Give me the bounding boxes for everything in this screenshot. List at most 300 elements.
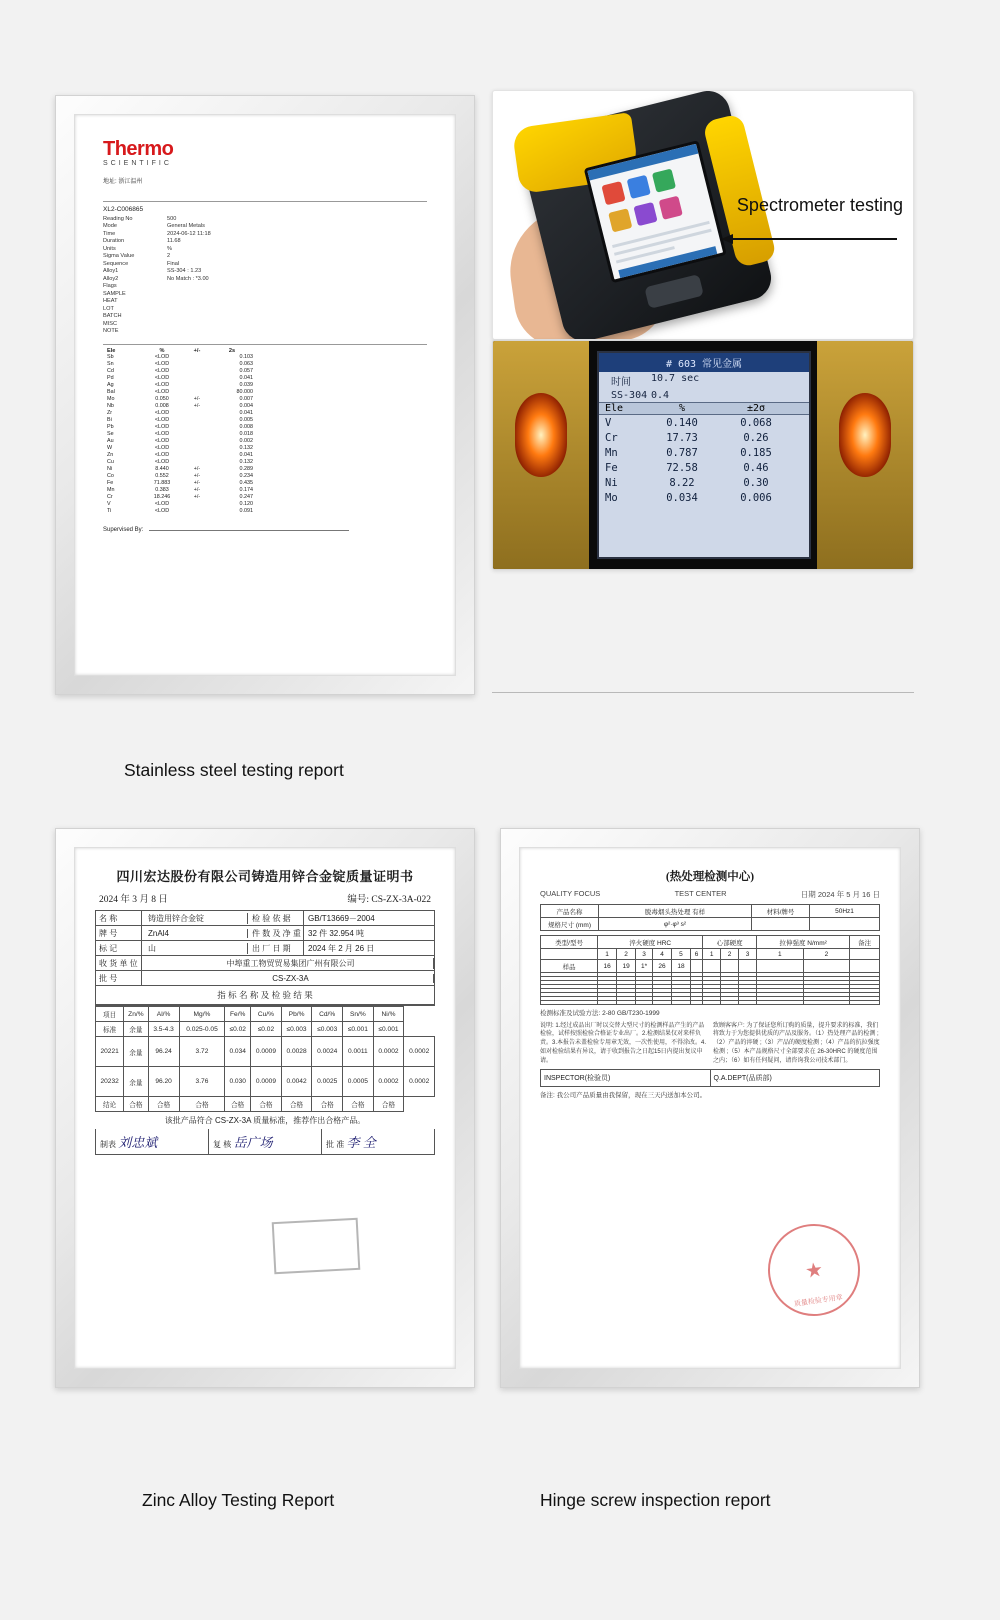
- field-row: [103, 298, 427, 305]
- zinc-signature-row: [95, 1129, 435, 1155]
- info-label-2: 检 验 依 据: [248, 911, 304, 925]
- table-cell: [703, 1001, 721, 1005]
- ele: Bi: [107, 416, 112, 423]
- info-value: φ²·φ³ s²: [599, 918, 752, 931]
- two-sigma: 0.007: [239, 395, 253, 402]
- tolerance: [183, 368, 211, 375]
- field-key: Duration: [103, 238, 125, 245]
- percent: 0.008: [155, 402, 169, 409]
- element-row: [103, 438, 427, 445]
- column-header: 1: [703, 949, 721, 960]
- divider: [103, 201, 427, 202]
- zinc-subheader: [95, 891, 435, 905]
- info-value-2: 32 件 32.954 吨: [308, 928, 365, 938]
- thermo-logo: Thermo: [103, 138, 174, 160]
- percent: <LOD: [154, 508, 170, 515]
- percent: <LOD: [154, 501, 170, 508]
- column-header: 4: [653, 949, 672, 960]
- supervised-by-label: Supervised By:: [103, 527, 144, 534]
- column-header: [541, 949, 598, 960]
- table-cell: [850, 1001, 880, 1005]
- field-row: [103, 283, 427, 290]
- field-key: Alloy1: [103, 268, 119, 275]
- table-cell: [721, 1001, 739, 1005]
- element-row: [103, 508, 427, 515]
- alloy-value: 0.4: [651, 390, 670, 401]
- element-row: [103, 494, 427, 501]
- info-label: 收 货 单 位: [96, 956, 142, 970]
- element-row: [103, 410, 427, 417]
- field-row: [103, 261, 427, 268]
- ele: Mn: [107, 487, 115, 494]
- caption-hinge: Hinge screw inspection report: [540, 1490, 771, 1510]
- column-header: Ni/%: [373, 1007, 404, 1022]
- field-row: [103, 246, 427, 253]
- percent: <LOD: [154, 409, 170, 416]
- frame-inner: [74, 114, 456, 676]
- table-cell: 余量: [124, 1037, 148, 1067]
- table-row: [96, 1022, 435, 1037]
- ele: Fe: [605, 461, 618, 474]
- field-key: SAMPLE: [103, 290, 126, 297]
- ele: Cu: [107, 458, 114, 465]
- ele: Mo: [605, 491, 618, 504]
- field-key: HEAT: [103, 298, 118, 305]
- ele: Pb: [107, 423, 114, 430]
- info-label: 名 称: [96, 911, 142, 925]
- element-row: [103, 389, 427, 396]
- stainless-report-frame: [55, 95, 475, 695]
- table-cell: ≤0.003: [312, 1022, 343, 1037]
- tolerance: [183, 445, 211, 452]
- table-cell: ≤0.02: [251, 1022, 282, 1037]
- two-sigma: 0.132: [239, 444, 253, 451]
- column-header: [850, 949, 880, 960]
- percent: <LOD: [154, 360, 170, 367]
- percent: 72.58: [666, 461, 698, 474]
- table-cell: [739, 1001, 757, 1005]
- info-value: 脱毒烟头热处理 有样: [599, 905, 752, 918]
- ele: Cr: [107, 494, 113, 501]
- sign-value: 岳广场: [233, 1135, 273, 1150]
- element-row: [103, 361, 427, 368]
- sign-label: 复 核: [213, 1140, 232, 1149]
- zinc-stamp: [272, 1218, 361, 1274]
- info-label-2: [752, 918, 810, 931]
- table-cell: 0.0024: [312, 1037, 343, 1067]
- column-header: Al/%: [148, 1007, 179, 1022]
- tolerance: [183, 424, 211, 431]
- element-row: [103, 382, 427, 389]
- table-cell: 合格: [373, 1097, 404, 1112]
- table-cell: ≤0.001: [343, 1022, 374, 1037]
- column-header: Zn/%: [124, 1007, 148, 1022]
- two-sigma: 0.041: [239, 451, 253, 458]
- column-header: 5: [672, 949, 691, 960]
- info-label: 批 号: [96, 971, 142, 985]
- element-row: [103, 396, 427, 403]
- column-header: Cd/%: [312, 1007, 343, 1022]
- lcd-table-body: [599, 415, 809, 505]
- field-value: 500: [167, 216, 177, 222]
- table-cell: 0.0028: [281, 1037, 312, 1067]
- sigma: 0.30: [743, 476, 769, 489]
- percent: <LOD: [154, 437, 170, 444]
- field-value: Final: [167, 260, 180, 267]
- table-cell: 18: [672, 960, 691, 973]
- sigma: 0.26: [743, 431, 769, 444]
- element-row: [103, 487, 427, 494]
- info-value-2: GB/T13669－2004: [308, 913, 375, 923]
- quality-stamp: [762, 1218, 866, 1322]
- thermo-document: [85, 125, 445, 665]
- left-arrow-icon: [721, 233, 899, 245]
- table-cell: 20232: [96, 1067, 124, 1097]
- two-sigma: 0.057: [239, 367, 253, 374]
- column-header: 1: [598, 949, 617, 960]
- table-cell: [803, 960, 850, 973]
- tolerance: [183, 375, 211, 382]
- info-label-2: 出 厂 日 期: [248, 941, 304, 955]
- ele: Nb: [107, 402, 114, 409]
- thermo-address: 地址: 浙江温州: [103, 179, 143, 185]
- table-cell: 0.0042: [281, 1067, 312, 1097]
- table-cell: 0.0005: [343, 1067, 374, 1097]
- sigma: 0.185: [740, 446, 772, 459]
- time-label: 时间: [611, 377, 631, 388]
- column-header: 拉伸强度 N/mm²: [756, 936, 849, 949]
- frame-inner: [74, 847, 456, 1369]
- element-row: [103, 417, 427, 424]
- field-key: Sequence: [103, 260, 129, 267]
- table-cell: 96.20: [148, 1067, 179, 1097]
- field-row: [103, 223, 427, 230]
- ele: Mo: [107, 395, 115, 402]
- field-key: Alloy2: [103, 275, 119, 282]
- table-cell: 0.0011: [343, 1037, 374, 1067]
- table-cell: 余量: [124, 1067, 148, 1097]
- table-cell: 3.76: [179, 1067, 225, 1097]
- tolerance: [183, 417, 211, 424]
- field-key: Sigma Value: [103, 253, 135, 260]
- tolerance: [183, 438, 211, 445]
- sigma: 0.006: [740, 491, 772, 504]
- sign-label: 制表: [100, 1140, 116, 1149]
- col-percent: %: [159, 347, 165, 354]
- col-sigma: ±2σ: [746, 403, 766, 414]
- hinge-notes: [540, 1022, 880, 1065]
- info-label: 规格尺寸 (mm): [541, 918, 599, 931]
- two-sigma: 0.091: [239, 508, 253, 515]
- column-header: 心部硬度: [703, 936, 757, 949]
- lcd-row: [599, 430, 809, 445]
- ele: Fe: [107, 480, 114, 487]
- lcd-time-row: [599, 372, 809, 389]
- table-cell: [672, 1001, 691, 1005]
- column-header: 2: [803, 949, 850, 960]
- field-row: [103, 306, 427, 313]
- column-header: 3: [739, 949, 757, 960]
- sign-cell: [209, 1129, 322, 1154]
- percent: <LOD: [154, 451, 170, 458]
- tolerance: +/-: [193, 487, 201, 494]
- element-table-body: [103, 354, 427, 515]
- table-header-row: [541, 936, 880, 949]
- field-row: [103, 321, 427, 328]
- table-row: [96, 1067, 435, 1097]
- sign-label: 批 准: [326, 1140, 345, 1149]
- field-value: No Match : *3.00: [167, 275, 209, 282]
- ele: Au: [107, 437, 114, 444]
- hinge-certificate: [530, 858, 890, 1358]
- two-sigma: 0.289: [239, 466, 253, 472]
- lcd-screen: [597, 351, 811, 559]
- field-key: MISC: [103, 320, 117, 327]
- device-button: [644, 274, 704, 309]
- zinc-report-frame: [55, 828, 475, 1388]
- table-cell: 3.72: [179, 1037, 225, 1067]
- col-tolerance: +/-: [193, 347, 201, 354]
- table-cell: [653, 1001, 672, 1005]
- ele: Zr: [107, 409, 113, 416]
- column-header: Sn/%: [343, 1007, 374, 1022]
- element-row: [103, 466, 427, 473]
- field-key: Time: [103, 230, 116, 237]
- table-row: [541, 918, 880, 931]
- info-label: 牌 号: [96, 926, 142, 940]
- percent: 8.440: [155, 466, 169, 472]
- hinge-title: (热处理检测中心): [665, 871, 755, 883]
- element-row: [103, 424, 427, 431]
- spectrometer-photo: [492, 90, 914, 340]
- two-sigma: 0.008: [239, 423, 253, 430]
- table-row: [96, 1097, 435, 1112]
- table-cell: [721, 960, 739, 973]
- field-row: [103, 276, 427, 283]
- lcd-title: # 603 常见金属: [599, 353, 809, 372]
- lcd-alloy-row: [599, 389, 809, 402]
- field-value: General Metals: [167, 223, 205, 230]
- column-header: 3: [636, 949, 653, 960]
- two-sigma: 0.234: [239, 473, 253, 480]
- table-cell: 96.24: [148, 1037, 179, 1067]
- table-cell: 样品: [541, 960, 598, 973]
- sigma: 0.068: [740, 416, 772, 429]
- column-header: Mg/%: [179, 1007, 225, 1022]
- frame-inner: [519, 847, 901, 1369]
- table-cell: 0.0025: [312, 1067, 343, 1097]
- spectrometer-annotation-label: Spectrometer testing: [736, 195, 903, 215]
- element-row: [103, 459, 427, 466]
- field-value: %: [167, 245, 172, 252]
- screen-status-bar: [618, 246, 717, 280]
- tolerance: +/-: [193, 473, 201, 480]
- lcd-row: [599, 445, 809, 460]
- field-row: [103, 291, 427, 298]
- table-cell: [803, 1001, 850, 1005]
- table-cell: 0.0002: [373, 1067, 404, 1097]
- indicator-glow-left: [515, 393, 567, 477]
- column-header: 2: [617, 949, 636, 960]
- zinc-section-band: 指 标 名 称 及 检 验 结 果: [96, 986, 434, 1005]
- percent: 0.034: [666, 491, 698, 504]
- element-row: [103, 445, 427, 452]
- info-row: [96, 911, 434, 926]
- table-cell: 26: [653, 960, 672, 973]
- tolerance: [183, 508, 211, 515]
- field-value: 2024-06-12 11:18: [167, 230, 211, 237]
- lcd-row: [599, 460, 809, 475]
- table-cell: 合格: [281, 1097, 312, 1112]
- info-value: CS-ZX-3A: [142, 974, 434, 983]
- caption-stainless: Stainless steel testing report: [124, 760, 344, 780]
- tolerance: [183, 452, 211, 459]
- screen-tile-icon: [601, 181, 625, 205]
- table-cell: 0.0002: [373, 1037, 404, 1067]
- ele: Ag: [107, 381, 114, 388]
- table-cell: 0.0009: [251, 1037, 282, 1067]
- info-value-2: 2024 年 2 月 26 日: [308, 943, 375, 953]
- note-right: 致顾客客户: 为了保证您所订购的质量，提升要求的标准，我们将致力于为您提供优质的产品及服务。（1）热处理产品的检测 ;（2）产品的淬硬 ;（3）产品的硬度检测 ;（4）产品的抗拉强度检测 ;（5）本产品规格尺寸全部要求在 26-30HRC 的硬度范围之内；（6）如有任何疑问，请咨询我公司技术部门。: [713, 1022, 880, 1064]
- stamp-text: 质量检验专用章: [793, 1294, 844, 1309]
- percent: <LOD: [154, 423, 170, 430]
- table-cell: 结论: [96, 1097, 124, 1112]
- zinc-conclusion: 该批产品符合 CS-ZX-3A 质量标准，推荐作出合格产品。: [164, 1116, 366, 1125]
- table-cell: [850, 960, 880, 973]
- table-row: [541, 905, 880, 918]
- table-header-row: [96, 1007, 435, 1022]
- lcd-row: [599, 475, 809, 490]
- element-row: [103, 452, 427, 459]
- ele: V: [107, 501, 111, 508]
- table-row: [541, 960, 880, 973]
- table-cell: 0.0002: [404, 1067, 435, 1097]
- tolerance: [183, 389, 211, 396]
- zinc-doc-no: 编号: CS-ZX-3A-022: [347, 895, 431, 905]
- ele: W: [107, 444, 113, 451]
- hinge-header-row: [540, 889, 880, 900]
- table-cell: 合格: [251, 1097, 282, 1112]
- ele: Ni: [107, 466, 113, 472]
- two-sigma: 0.002: [239, 437, 253, 444]
- zinc-chem-table: [95, 1006, 435, 1112]
- ele: Se: [107, 430, 114, 437]
- table-cell: [690, 1001, 702, 1005]
- tolerance: [183, 431, 211, 438]
- element-row: [103, 375, 427, 382]
- info-label: 产品名称: [541, 905, 599, 918]
- lcd-row: [599, 415, 809, 430]
- percent: <LOD: [154, 416, 170, 423]
- zinc-date: 2024 年 3 月 8 日: [99, 895, 168, 905]
- column-header: 备注: [850, 936, 880, 949]
- table-cell: [756, 1001, 803, 1005]
- hinge-measurement-table: [540, 935, 880, 1005]
- zinc-info-grid: [95, 910, 435, 1006]
- table-cell: 1*: [636, 960, 653, 973]
- hinge-info-table: [540, 904, 880, 931]
- column-header: 类型/型号: [541, 936, 598, 949]
- percent: 18.246: [153, 494, 171, 501]
- sign-cell: [322, 1129, 434, 1154]
- table-cell: [756, 960, 803, 973]
- element-row: [103, 480, 427, 487]
- info-value: ZnAl4: [142, 929, 248, 938]
- ele: Mn: [605, 446, 618, 459]
- table-cell: ≤0.02: [225, 1022, 251, 1037]
- tolerance: [183, 410, 211, 417]
- percent: <LOD: [154, 458, 170, 465]
- tolerance: +/-: [193, 494, 201, 501]
- percent: 71.883: [153, 480, 171, 487]
- tolerance: +/-: [193, 466, 201, 472]
- percent: <LOD: [154, 430, 170, 437]
- col-ele: Ele: [605, 403, 624, 414]
- info-row: [96, 971, 434, 986]
- two-sigma: 0.018: [239, 430, 253, 437]
- table-cell: 0.034: [225, 1037, 251, 1067]
- ele: Bal: [107, 388, 115, 395]
- divider: [103, 344, 427, 345]
- ele: Cr: [605, 431, 618, 444]
- table-cell: 0.030: [225, 1067, 251, 1097]
- field-key: Units: [103, 245, 116, 252]
- table-row: [541, 1001, 880, 1005]
- table-cell: 标准: [96, 1022, 124, 1037]
- table-cell: 余量: [124, 1022, 148, 1037]
- field-row: [103, 231, 427, 238]
- time-value: 10.7 sec: [651, 373, 700, 384]
- element-row: [103, 368, 427, 375]
- ele: Ni: [605, 476, 618, 489]
- hinge-standard-note: 检测标准及试验方法: 2-80 GB/T230-1999: [540, 1010, 660, 1017]
- star-icon: ★: [803, 1258, 825, 1283]
- table-cell: 合格: [225, 1097, 251, 1112]
- screen-tile-icon: [627, 175, 651, 199]
- column-header: 2: [721, 949, 739, 960]
- table-cell: [703, 960, 721, 973]
- column-header: Fe/%: [225, 1007, 251, 1022]
- table-cell: [739, 960, 757, 973]
- inspector-cell: INSPECTOR(检验员): [541, 1070, 711, 1086]
- thermo-field-list: [103, 216, 427, 336]
- hinge-footer: 备注: 我公司产品质量由我保留，现在三天内送加本公司。: [540, 1092, 707, 1100]
- field-value: SS-304 : 1.23: [167, 268, 202, 275]
- table-body: [96, 1022, 435, 1112]
- table-cell: 16: [598, 960, 617, 973]
- lcd-table-header: [599, 402, 809, 415]
- col-percent: %: [678, 403, 686, 414]
- info-label-2: 件 数 及 净 重: [248, 926, 304, 940]
- alloy-label: SS-304: [611, 390, 648, 401]
- two-sigma: 0.120: [239, 501, 253, 508]
- table-cell: 20221: [96, 1037, 124, 1067]
- ele: Ti: [107, 508, 112, 515]
- table-cell: 合格: [312, 1097, 343, 1112]
- table-cell: [690, 960, 702, 973]
- field-value: 2: [167, 253, 171, 260]
- field-key: LOT: [103, 305, 114, 312]
- thermo-logo-subtitle: SCIENTIFIC: [103, 160, 172, 167]
- ele: Zn: [107, 451, 114, 458]
- two-sigma: 0.041: [239, 374, 253, 381]
- element-row: [103, 431, 427, 438]
- percent: <LOD: [154, 367, 170, 374]
- element-row: [103, 403, 427, 410]
- percent: 17.73: [666, 431, 698, 444]
- percent: 0.552: [155, 473, 169, 480]
- column-header: 淬火硬度 HRC: [598, 936, 703, 949]
